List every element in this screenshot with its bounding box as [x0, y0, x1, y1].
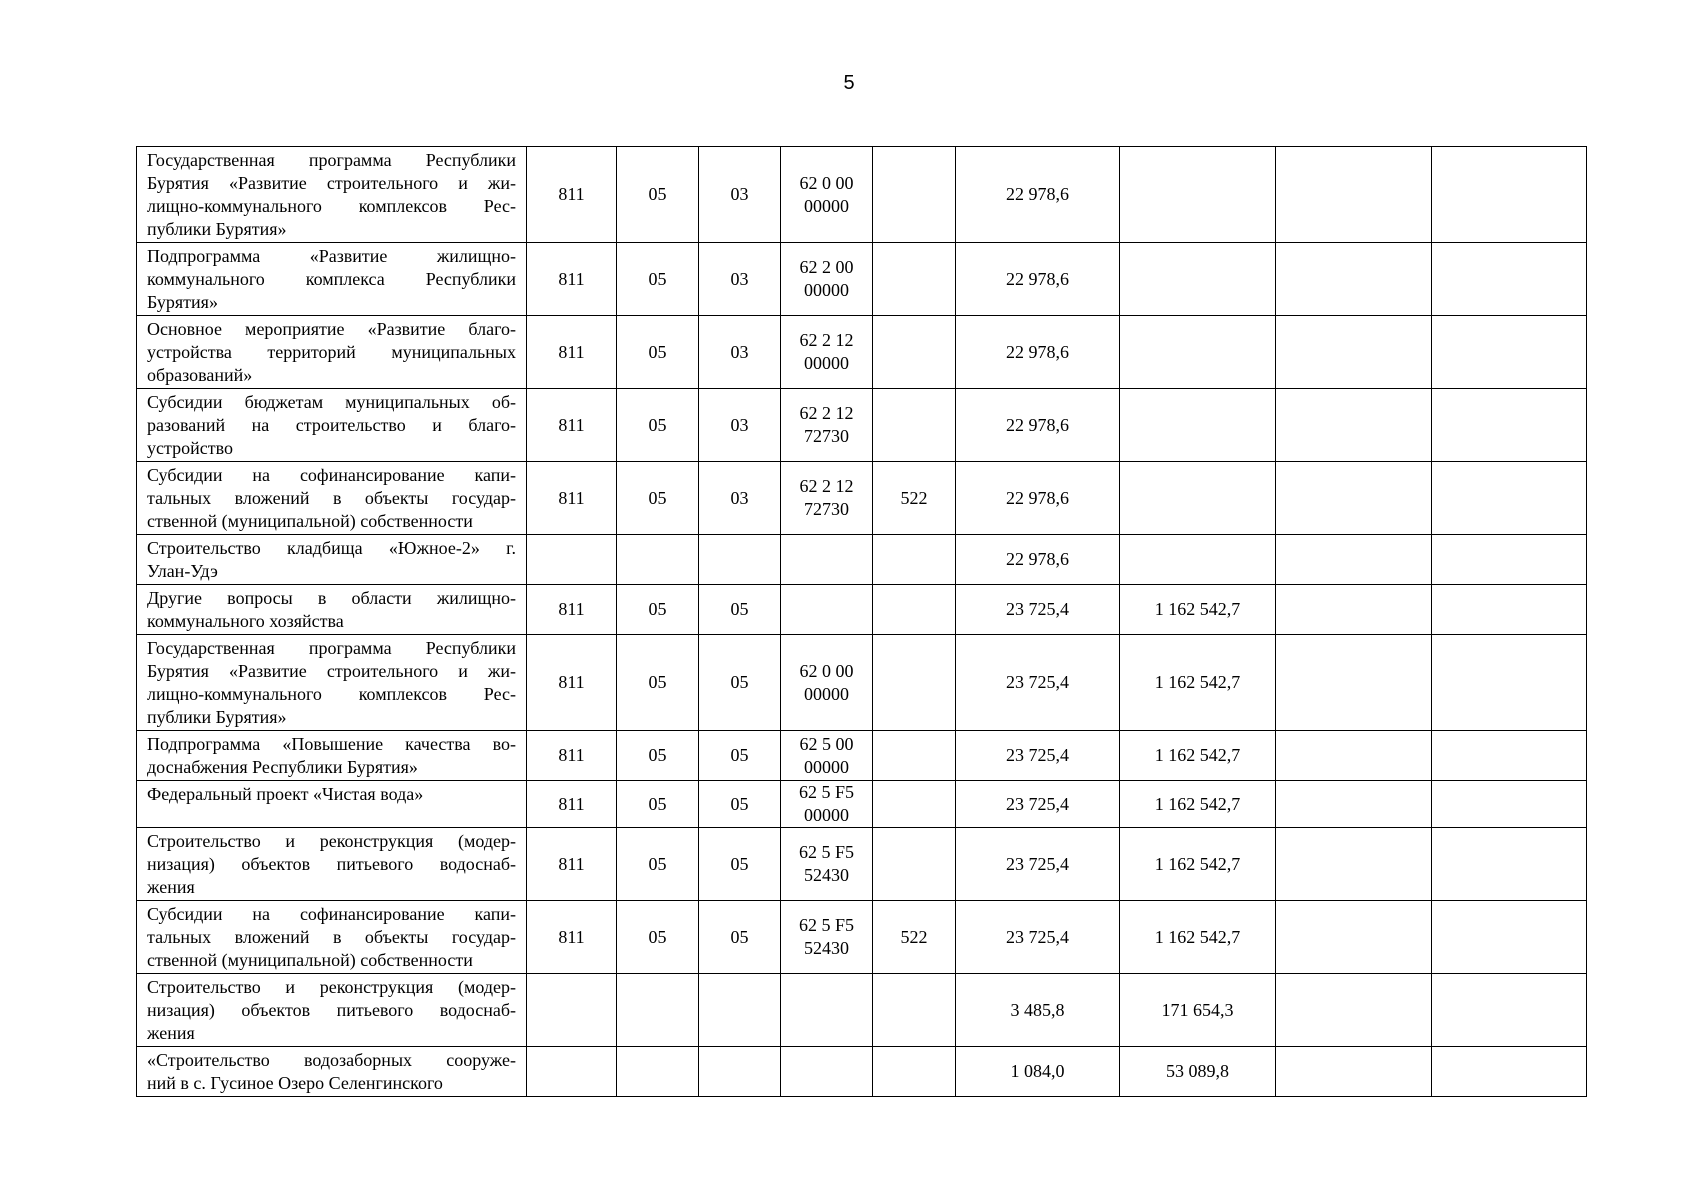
item-name-line: Федеральный проект «Чистая вода» [147, 784, 424, 804]
item-name-cell [137, 243, 527, 316]
amount-cell-3 [1276, 635, 1432, 731]
item-name-line: Подпрограмма «Развитие жилищно- [147, 246, 516, 266]
subsection-cell: 05 [699, 901, 781, 974]
amount-cell-1: 23 725,4 [956, 828, 1120, 901]
admin-code-cell: 811 [527, 828, 617, 901]
admin-code-cell [527, 535, 617, 585]
item-name-cell [137, 316, 527, 389]
target-article-cell: 62 5 00 00000 [781, 731, 873, 781]
item-name-line: Бурятия «Развитие строительного и жи- [147, 173, 516, 193]
item-name-line: Субсидии на софинансирование капи- [147, 465, 516, 485]
expense-type-cell [873, 731, 956, 781]
subsection-cell: 05 [699, 731, 781, 781]
target-article-cell [781, 585, 873, 635]
expense-type-cell [873, 316, 956, 389]
item-name-line: Другие вопросы в области жилищно- [147, 588, 516, 608]
item-name-cell [137, 147, 527, 243]
item-name-cell [137, 635, 527, 731]
admin-code-cell [527, 974, 617, 1047]
amount-cell-4 [1432, 781, 1587, 828]
admin-code-cell: 811 [527, 901, 617, 974]
item-name-cell [137, 901, 527, 974]
section-cell: 05 [617, 731, 699, 781]
amount-cell-2: 53 089,8 [1120, 1047, 1276, 1097]
item-name-line: ственной (муниципальной) собственности [147, 511, 473, 531]
item-name-line: Строительство и реконструкция (модер- [147, 977, 516, 997]
item-name-line: устройства территорий муниципальных [147, 342, 516, 362]
subsection-cell [699, 1047, 781, 1097]
amount-cell-3 [1276, 781, 1432, 828]
target-article-cell: 62 2 12 00000 [781, 316, 873, 389]
table-row [137, 462, 1587, 535]
subsection-cell [699, 974, 781, 1047]
amount-cell-3 [1276, 1047, 1432, 1097]
expense-type-cell: 522 [873, 901, 956, 974]
amount-cell-2: 1 162 542,7 [1120, 635, 1276, 731]
target-article-cell: 62 2 12 72730 [781, 389, 873, 462]
item-name-line: Строительство и реконструкция (модер- [147, 831, 516, 851]
amount-cell-2: 1 162 542,7 [1120, 585, 1276, 635]
amount-cell-4 [1432, 535, 1587, 585]
item-name-line: ственной (муниципальной) собственности [147, 950, 473, 970]
target-article-cell: 62 0 00 00000 [781, 635, 873, 731]
table-row [137, 1047, 1587, 1097]
amount-cell-3 [1276, 243, 1432, 316]
item-name-line: ний в с. Гусиное Озеро Селенгинского [147, 1073, 443, 1093]
section-cell: 05 [617, 147, 699, 243]
table-row [137, 585, 1587, 635]
amount-cell-1: 23 725,4 [956, 635, 1120, 731]
item-name-line: Улан-Удэ [147, 561, 218, 581]
section-cell: 05 [617, 781, 699, 828]
item-name-cell [137, 535, 527, 585]
amount-cell-2: 1 162 542,7 [1120, 781, 1276, 828]
admin-code-cell: 811 [527, 243, 617, 316]
amount-cell-2 [1120, 462, 1276, 535]
table-row [137, 731, 1587, 781]
subsection-cell: 03 [699, 316, 781, 389]
item-name-line: разований на строительство и благо- [147, 415, 516, 435]
target-article-cell: 62 2 00 00000 [781, 243, 873, 316]
amount-cell-4 [1432, 635, 1587, 731]
admin-code-cell: 811 [527, 462, 617, 535]
amount-cell-2 [1120, 316, 1276, 389]
table-row [137, 974, 1587, 1047]
item-name-line: Подпрограмма «Повышение качества во- [147, 734, 516, 754]
item-name-line: Бурятия» [147, 292, 218, 312]
admin-code-cell: 811 [527, 731, 617, 781]
item-name-line: Бурятия «Развитие строительного и жи- [147, 661, 516, 681]
item-name-line: низация) объектов питьевого водоснаб- [147, 1000, 516, 1020]
admin-code-cell: 811 [527, 389, 617, 462]
page-number: 5 [843, 72, 855, 94]
amount-cell-2: 171 654,3 [1120, 974, 1276, 1047]
target-article-cell: 62 5 F5 00000 [781, 781, 873, 828]
amount-cell-2 [1120, 147, 1276, 243]
expense-type-cell [873, 389, 956, 462]
item-name-line: Строительство кладбища «Южное-2» г. [147, 538, 516, 558]
expense-type-cell [873, 585, 956, 635]
amount-cell-4 [1432, 585, 1587, 635]
expense-type-cell [873, 635, 956, 731]
table-row [137, 781, 1587, 828]
amount-cell-1: 3 485,8 [956, 974, 1120, 1047]
item-name-line: Субсидии на софинансирование капи- [147, 904, 516, 924]
amount-cell-4 [1432, 243, 1587, 316]
item-name-line: доснабжения Республики Бурятия» [147, 757, 418, 777]
item-name-cell [137, 1047, 527, 1097]
item-name-line: лищно-коммунального комплексов Рес- [147, 684, 516, 704]
item-name-line: жения [147, 877, 195, 897]
expense-type-cell [873, 781, 956, 828]
amount-cell-1: 22 978,6 [956, 462, 1120, 535]
item-name-line: публики Бурятия» [147, 707, 287, 727]
item-name-line: Субсидии бюджетам муниципальных об- [147, 392, 516, 412]
amount-cell-1: 23 725,4 [956, 585, 1120, 635]
table-row [137, 535, 1587, 585]
item-name-line: лищно-коммунального комплексов Рес- [147, 196, 516, 216]
target-article-cell: 62 0 00 00000 [781, 147, 873, 243]
expense-type-cell [873, 1047, 956, 1097]
amount-cell-4 [1432, 462, 1587, 535]
amount-cell-3 [1276, 462, 1432, 535]
item-name-cell [137, 731, 527, 781]
table-body [137, 147, 1587, 1097]
table-row [137, 901, 1587, 974]
table-row [137, 828, 1587, 901]
amount-cell-1: 23 725,4 [956, 901, 1120, 974]
target-article-cell: 62 2 12 72730 [781, 462, 873, 535]
amount-cell-2: 1 162 542,7 [1120, 901, 1276, 974]
amount-cell-1: 22 978,6 [956, 535, 1120, 585]
subsection-cell: 05 [699, 585, 781, 635]
table-row [137, 243, 1587, 316]
target-article-cell [781, 1047, 873, 1097]
amount-cell-4 [1432, 147, 1587, 243]
amount-cell-3 [1276, 535, 1432, 585]
amount-cell-3 [1276, 731, 1432, 781]
amount-cell-4 [1432, 828, 1587, 901]
amount-cell-3 [1276, 901, 1432, 974]
table-row [137, 389, 1587, 462]
table-row [137, 147, 1587, 243]
target-article-cell: 62 5 F5 52430 [781, 828, 873, 901]
table-row [137, 635, 1587, 731]
amount-cell-1: 23 725,4 [956, 731, 1120, 781]
item-name-line: тальных вложений в объекты государ- [147, 927, 516, 947]
amount-cell-1: 22 978,6 [956, 389, 1120, 462]
amount-cell-3 [1276, 974, 1432, 1047]
item-name-cell [137, 389, 527, 462]
amount-cell-4 [1432, 731, 1587, 781]
admin-code-cell: 811 [527, 635, 617, 731]
subsection-cell: 03 [699, 147, 781, 243]
item-name-line: устройство [147, 438, 233, 458]
amount-cell-1: 22 978,6 [956, 316, 1120, 389]
section-cell [617, 535, 699, 585]
amount-cell-1: 22 978,6 [956, 243, 1120, 316]
section-cell [617, 974, 699, 1047]
admin-code-cell: 811 [527, 316, 617, 389]
expense-type-cell [873, 147, 956, 243]
amount-cell-3 [1276, 147, 1432, 243]
target-article-cell [781, 535, 873, 585]
section-cell: 05 [617, 635, 699, 731]
admin-code-cell [527, 1047, 617, 1097]
amount-cell-3 [1276, 316, 1432, 389]
admin-code-cell: 811 [527, 147, 617, 243]
item-name-cell [137, 462, 527, 535]
item-name-cell [137, 974, 527, 1047]
amount-cell-2 [1120, 243, 1276, 316]
expense-type-cell [873, 535, 956, 585]
item-name-cell [137, 781, 527, 828]
item-name-cell [137, 585, 527, 635]
amount-cell-3 [1276, 389, 1432, 462]
amount-cell-4 [1432, 974, 1587, 1047]
section-cell: 05 [617, 316, 699, 389]
amount-cell-2: 1 162 542,7 [1120, 731, 1276, 781]
subsection-cell: 03 [699, 243, 781, 316]
amount-cell-1: 22 978,6 [956, 147, 1120, 243]
budget-table [136, 146, 1587, 1097]
amount-cell-2 [1120, 389, 1276, 462]
expense-type-cell [873, 243, 956, 316]
expense-type-cell [873, 974, 956, 1047]
amount-cell-1: 23 725,4 [956, 781, 1120, 828]
item-name-line: коммунального комплекса Республики [147, 269, 516, 289]
item-name-line: «Строительство водозаборных сооруже- [147, 1050, 516, 1070]
subsection-cell: 03 [699, 389, 781, 462]
section-cell [617, 1047, 699, 1097]
subsection-cell: 05 [699, 828, 781, 901]
amount-cell-3 [1276, 828, 1432, 901]
amount-cell-4 [1432, 1047, 1587, 1097]
subsection-cell [699, 535, 781, 585]
item-name-line: публики Бурятия» [147, 219, 287, 239]
amount-cell-4 [1432, 901, 1587, 974]
amount-cell-1: 1 084,0 [956, 1047, 1120, 1097]
section-cell: 05 [617, 828, 699, 901]
target-article-cell [781, 974, 873, 1047]
item-name-line: тальных вложений в объекты государ- [147, 488, 516, 508]
admin-code-cell: 811 [527, 585, 617, 635]
expense-type-cell: 522 [873, 462, 956, 535]
amount-cell-4 [1432, 389, 1587, 462]
subsection-cell: 05 [699, 635, 781, 731]
table-row [137, 316, 1587, 389]
subsection-cell: 03 [699, 462, 781, 535]
item-name-line: низация) объектов питьевого водоснаб- [147, 854, 516, 874]
amount-cell-2 [1120, 535, 1276, 585]
item-name-line: коммунального хозяйства [147, 611, 344, 631]
admin-code-cell: 811 [527, 781, 617, 828]
item-name-line: Государственная программа Республики [147, 150, 516, 170]
amount-cell-2: 1 162 542,7 [1120, 828, 1276, 901]
amount-cell-4 [1432, 316, 1587, 389]
section-cell: 05 [617, 389, 699, 462]
section-cell: 05 [617, 585, 699, 635]
subsection-cell: 05 [699, 781, 781, 828]
target-article-cell: 62 5 F5 52430 [781, 901, 873, 974]
item-name-line: Основное мероприятие «Развитие благо- [147, 319, 516, 339]
item-name-line: образований» [147, 365, 253, 385]
section-cell: 05 [617, 243, 699, 316]
section-cell: 05 [617, 462, 699, 535]
item-name-cell [137, 828, 527, 901]
item-name-line: жения [147, 1023, 195, 1043]
expense-type-cell [873, 828, 956, 901]
section-cell: 05 [617, 901, 699, 974]
item-name-line: Государственная программа Республики [147, 638, 516, 658]
amount-cell-3 [1276, 585, 1432, 635]
